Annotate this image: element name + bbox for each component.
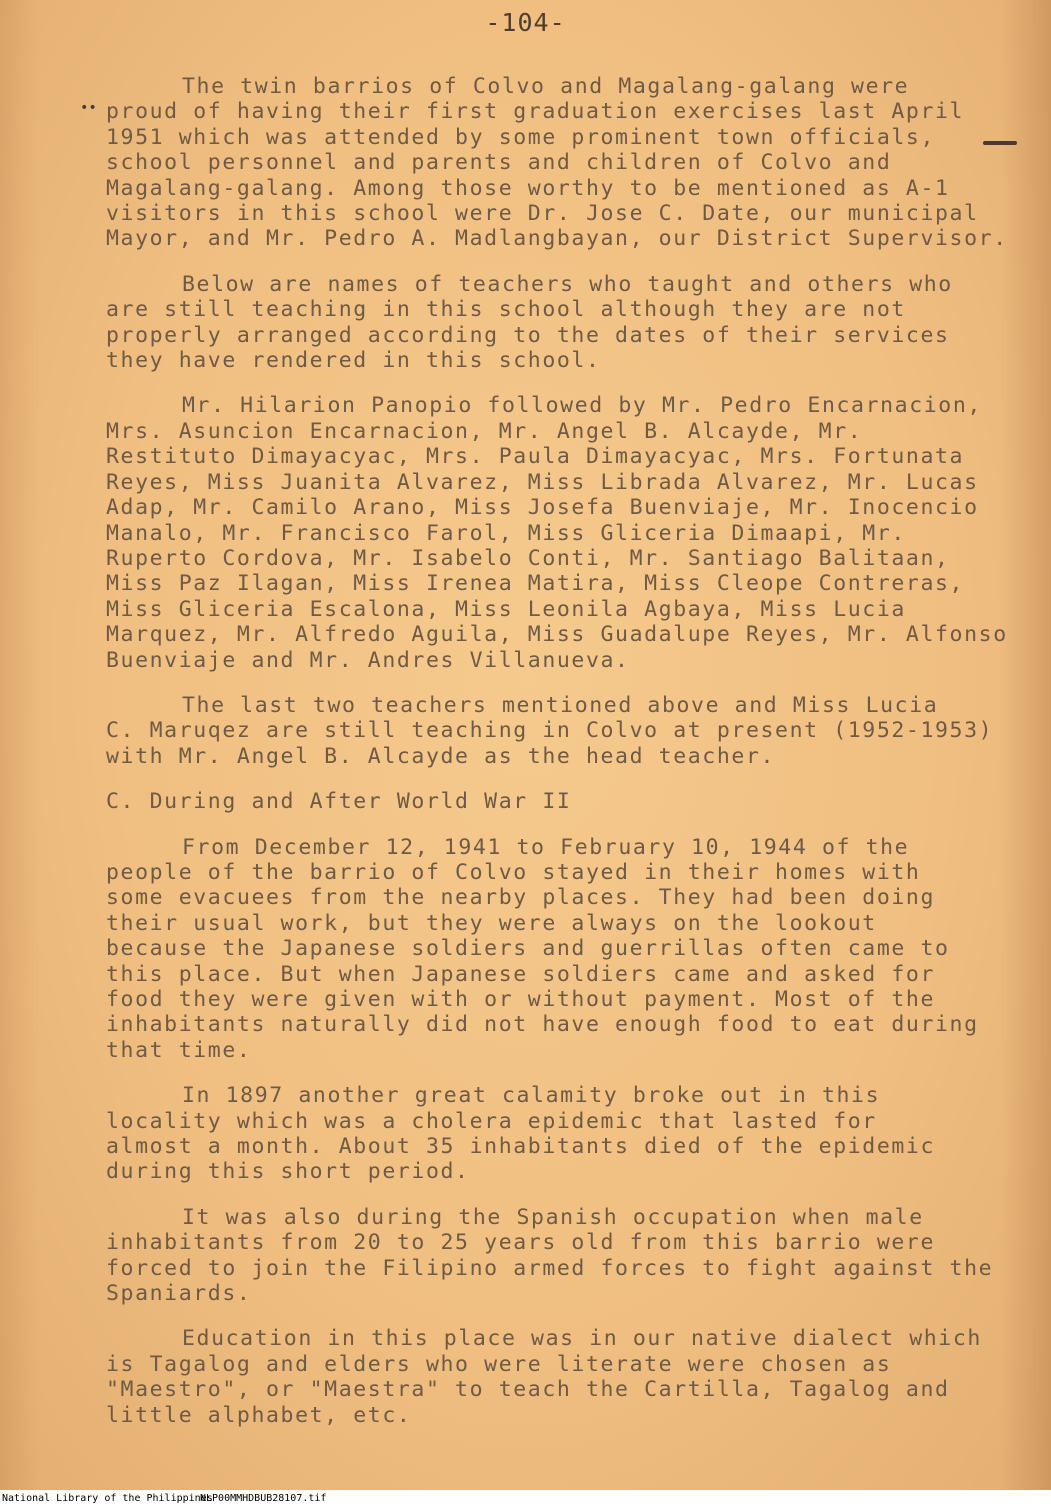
text-line: The last two teachers mentioned above and Miss Lucia	[182, 692, 939, 718]
text-line: In 1897 another great calamity broke out in this	[182, 1083, 881, 1109]
text-line: Buenviaje and Mr. Andres Villanueva.	[106, 647, 630, 673]
text-line: Miss Gliceria Escalona, Miss Leonila Agbaya, Miss Lucia	[106, 596, 906, 622]
text-line: Marquez, Mr. Alfredo Aguila, Miss Guadalupe Reyes, Mr. Alfonso	[106, 622, 1008, 648]
text-line: because the Japanese soldiers and guerrillas often came to	[106, 936, 950, 962]
text-line: people of the barrio of Colvo stayed in their homes with	[106, 859, 921, 885]
text-line: "Maestro", or "Maestra" to teach the Cartilla, Tagalog and	[106, 1377, 950, 1403]
text-line: is Tagalog and elders who were literate were chosen as	[106, 1351, 892, 1377]
text-line: Miss Paz Ilagan, Miss Irenea Matira, Miss Cleope Contreras,	[106, 571, 965, 597]
text-line: Magalang-galang. Among those worthy to be mentioned as A-1	[106, 175, 950, 201]
text-line: inhabitants from 20 to 25 years old from this barrio were	[106, 1230, 936, 1256]
text-line: 1951 which was attended by some prominent town officials,	[106, 124, 936, 150]
text-line: forced to join the Filipino armed forces to fight against the	[106, 1255, 994, 1281]
text-line: C. Maruqez are still teaching in Colvo at present (1952-1953)	[106, 718, 994, 744]
text-line: Reyes, Miss Juanita Alvarez, Miss Librada Alvarez, Mr. Lucas	[106, 469, 979, 495]
margin-mark: ••	[80, 100, 97, 116]
page-number: -104-	[485, 8, 566, 37]
document-body	[106, 74, 1041, 1448]
footer-file-id: NLP00MMHDBUB28107.tif	[200, 1493, 327, 1504]
paragraph-cholera	[106, 1083, 1041, 1185]
text-line: inhabitants naturally did not have enough food to eat during	[106, 1012, 979, 1038]
text-line: little alphabet, etc.	[106, 1402, 412, 1428]
text-line: they have rendered in this school.	[106, 348, 601, 374]
text-line: Spaniards.	[106, 1281, 252, 1307]
text-line: From December 12, 1941 to February 10, 1944 of the	[182, 834, 910, 860]
paragraph-teachers-intro	[106, 272, 1041, 374]
text-line: Mayor, and Mr. Pedro A. Madlangbayan, our District Supervisor.	[106, 226, 1008, 252]
text-line: Education in this place was in our native dialect which	[182, 1326, 982, 1352]
text-line: Mr. Hilarion Panopio followed by Mr. Pedro Encarnacion,	[182, 393, 982, 419]
text-line: Ruperto Cordova, Mr. Isabelo Conti, Mr. Santiago Balitaan,	[106, 545, 950, 571]
text-line: Adap, Mr. Camilo Arano, Miss Josefa Buenviaje, Mr. Inocencio	[106, 495, 979, 521]
text-line: their usual work, but they were always on the lookout	[106, 910, 877, 936]
paragraph-education	[106, 1326, 1041, 1428]
text-line: Manalo, Mr. Francisco Farol, Miss Gliceria Dimaapi, Mr.	[106, 520, 906, 546]
text-line: Mrs. Asuncion Encarnacion, Mr. Angel B. Alcayde, Mr.	[106, 418, 863, 444]
text-line: some evacuees from the nearby places. They had been doing	[106, 885, 936, 911]
paragraph-spanish-occupation	[106, 1205, 1041, 1307]
text-line: locality which was a cholera epidemic that lasted for	[106, 1108, 877, 1134]
text-line: proud of having their first graduation exercises last April	[106, 99, 965, 125]
text-line: almost a month. About 35 inhabitants died of the epidemic	[106, 1134, 936, 1160]
text-line: during this short period.	[106, 1159, 470, 1185]
paragraph-graduation	[106, 74, 1041, 252]
text-line: visitors in this school were Dr. Jose C. Date, our municipal	[106, 201, 979, 227]
text-line: that time.	[106, 1037, 252, 1063]
text-line: The twin barrios of Colvo and Magalang-galang were	[182, 74, 910, 99]
text-line: properly arranged according to the dates of their services	[106, 322, 950, 348]
footer-source: National Library of the Philippines	[2, 1493, 213, 1504]
text-line: food they were given with or without payment. Most of the	[106, 987, 936, 1012]
text-line: Restituto Dimayacyac, Mrs. Paula Dimayacyac, Mrs. Fortunata	[106, 444, 965, 470]
scan-footer	[0, 1490, 1051, 1508]
paragraph-teacher-names	[106, 393, 1041, 672]
paragraph-war-period	[106, 835, 1041, 1064]
section-heading: C. During and After World War II	[106, 789, 572, 815]
text-line: this place. But when Japanese soldiers came and asked for	[106, 961, 936, 987]
text-line: with Mr. Angel B. Alcayde as the head teacher.	[106, 743, 776, 769]
text-line: are still teaching in this school although they are not	[106, 297, 906, 323]
text-line: Below are names of teachers who taught and others who	[182, 271, 953, 297]
paragraph-current-teachers	[106, 693, 1041, 769]
text-line: It was also during the Spanish occupation when male	[182, 1204, 924, 1230]
text-line: school personnel and parents and children of Colvo and	[106, 150, 892, 176]
